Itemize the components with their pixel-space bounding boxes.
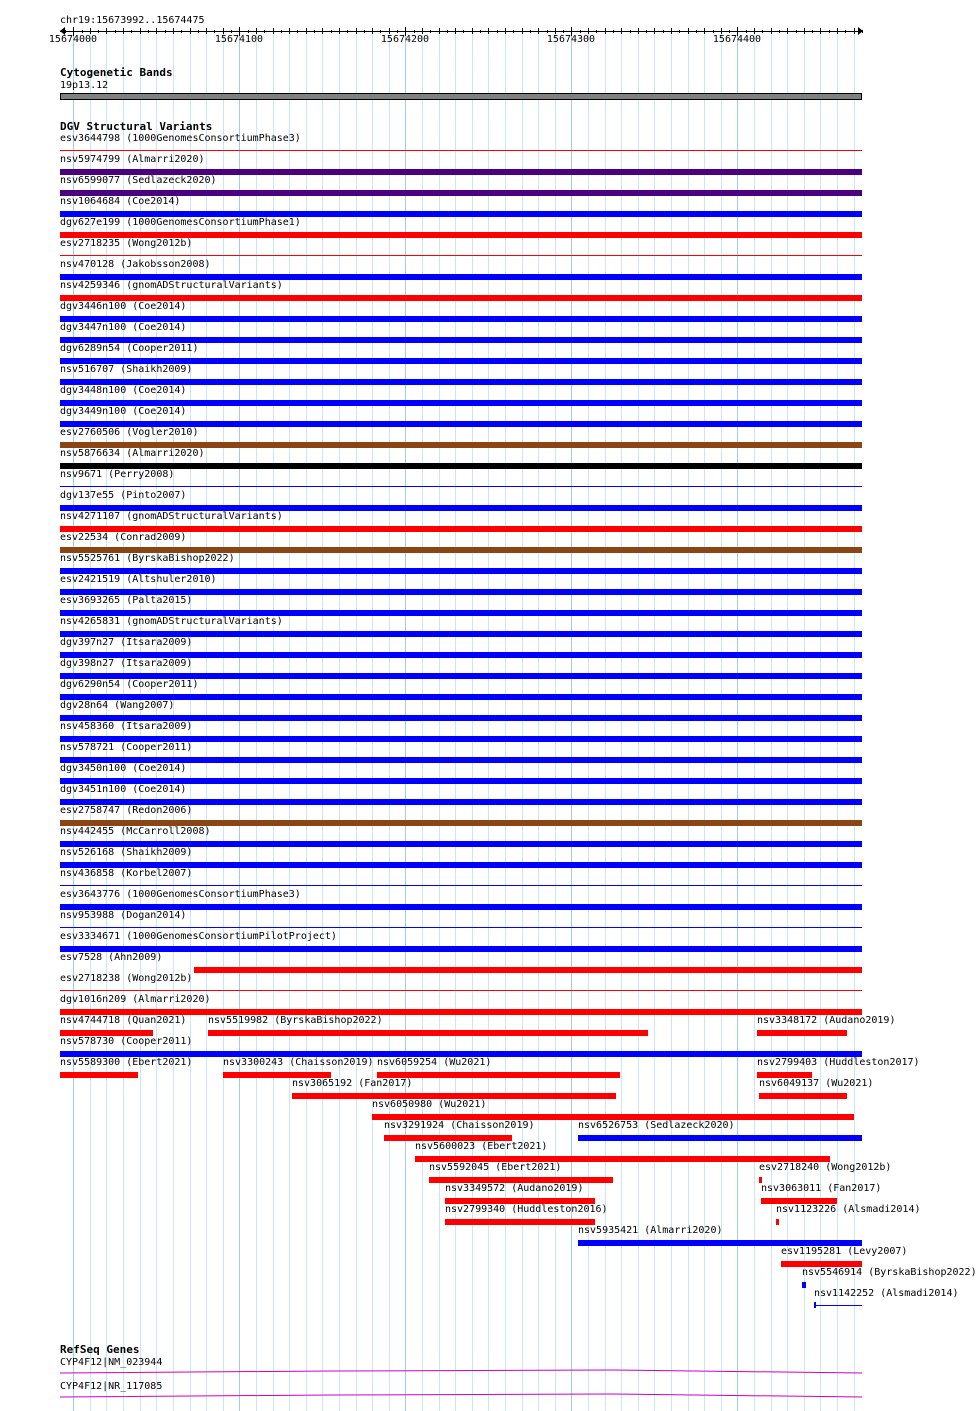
ruler-tick	[322, 28, 323, 34]
dgv-feature-label[interactable]: nsv5546914 (ByrskaBishop2022)	[802, 1267, 977, 1278]
cyto-band-label: 19p13.12	[60, 80, 109, 91]
ruler-tick	[630, 30, 631, 33]
dgv-feature-label[interactable]: nsv578721 (Cooper2011)	[60, 742, 193, 753]
ruler-tick	[372, 28, 373, 34]
ruler-tick	[339, 28, 340, 34]
ruler-tick	[430, 30, 431, 33]
ruler-tick	[679, 30, 680, 33]
ruler-tick	[746, 30, 747, 33]
dgv-feature-label[interactable]: nsv470128 (Jakobsson2008)	[60, 259, 211, 270]
dgv-feature-label[interactable]: esv2718238 (Wong2012b)	[60, 973, 193, 984]
dgv-feature-bar[interactable]	[60, 463, 862, 469]
ruler-tick	[729, 30, 730, 33]
ruler-tick	[596, 30, 597, 33]
ruler-tick	[845, 30, 846, 33]
dgv-feature-label[interactable]: nsv3348172 (Audano2019)	[757, 1015, 896, 1026]
dgv-feature-label[interactable]: nsv5876634 (Almarri2020)	[60, 448, 205, 459]
dgv-feature-bar[interactable]	[194, 967, 862, 973]
dgv-feature-label[interactable]: nsv6049137 (Wu2021)	[759, 1078, 874, 1089]
dgv-feature-label[interactable]: dgv6289n54 (Cooper2011)	[60, 343, 199, 354]
dgv-feature-label[interactable]: dgv3447n100 (Coe2014)	[60, 322, 187, 333]
dgv-feature-label[interactable]: nsv2799340 (Huddleston2016)	[445, 1204, 608, 1215]
dgv-feature-label[interactable]: esv2718240 (Wong2012b)	[759, 1162, 892, 1173]
dgv-feature-label[interactable]: dgv3446n100 (Coe2014)	[60, 301, 187, 312]
dgv-feature-label[interactable]: nsv526168 (Shaikh2009)	[60, 847, 193, 858]
refseq-gene-intron-line[interactable]	[0, 1369, 890, 1377]
dgv-feature-label[interactable]: dgv1016n209 (Almarri2020)	[60, 994, 211, 1005]
dgv-feature-label[interactable]: dgv3451n100 (Coe2014)	[60, 784, 187, 795]
ruler-tick	[347, 30, 348, 33]
dgv-feature-label[interactable]: nsv5525761 (ByrskaBishop2022)	[60, 553, 235, 564]
dgv-feature-label[interactable]: esv3643776 (1000GenomesConsortiumPhase3)	[60, 889, 301, 900]
ruler-tick	[646, 30, 647, 33]
ruler-tick	[273, 28, 274, 34]
ruler-tick	[364, 30, 365, 33]
refseq-gene-intron-line[interactable]	[0, 1393, 890, 1401]
ruler-tick	[488, 28, 489, 34]
ruler-tick	[530, 30, 531, 33]
ruler-tick	[140, 28, 141, 34]
dgv-feature-label[interactable]: dgv398n27 (Itsara2009)	[60, 658, 193, 669]
dgv-feature-label[interactable]: dgv397n27 (Itsara2009)	[60, 637, 193, 648]
dgv-feature-label[interactable]: dgv28n64 (Wang2007)	[60, 700, 175, 711]
dgv-feature-label[interactable]: nsv442455 (McCarroll2008)	[60, 826, 211, 837]
ruler-tick	[115, 30, 116, 33]
ruler-tick	[380, 30, 381, 33]
ruler-arrow-right	[858, 27, 863, 35]
dgv-feature-bar[interactable]	[60, 150, 862, 151]
ruler-tick	[306, 28, 307, 34]
ruler-tick	[131, 30, 132, 33]
ruler-tick	[779, 30, 780, 33]
ruler-tick	[264, 30, 265, 33]
dgv-feature-label[interactable]: nsv3349572 (Audano2019)	[445, 1183, 584, 1194]
dgv-feature-bar[interactable]	[757, 1030, 847, 1036]
ruler-tick	[231, 30, 232, 33]
ruler-tick	[297, 30, 298, 33]
dgv-feature-label[interactable]: nsv953988 (Dogan2014)	[60, 910, 187, 921]
dgv-feature-label[interactable]: nsv4744718 (Quan2021)	[60, 1015, 187, 1026]
dgv-feature-bar[interactable]	[60, 694, 862, 700]
ruler-tick	[156, 28, 157, 34]
ruler-tick	[787, 28, 788, 34]
ruler-tick	[463, 30, 464, 33]
dgv-feature-label[interactable]: nsv5974799 (Almarri2020)	[60, 154, 205, 165]
ruler-tick	[538, 28, 539, 34]
dgv-feature-label[interactable]: dgv6290n54 (Cooper2011)	[60, 679, 199, 690]
ruler-tick	[98, 30, 99, 33]
ruler-tick	[455, 28, 456, 34]
dgv-feature-label[interactable]: nsv5519982 (ByrskaBishop2022)	[208, 1015, 383, 1026]
ruler-tick	[65, 30, 66, 33]
ruler-tick	[447, 30, 448, 33]
ruler-tick	[505, 28, 506, 34]
ruler-tick-label: 15674100	[214, 34, 264, 45]
dgv-feature-label[interactable]: nsv4271107 (gnomADStructuralVariants)	[60, 511, 283, 522]
dgv-feature-label[interactable]: dgv3448n100 (Coe2014)	[60, 385, 187, 396]
ruler-tick	[704, 28, 705, 34]
dgv-feature-label[interactable]: esv7528 (Ahn2009)	[60, 952, 163, 963]
track-title-dgv[interactable]: DGV Structural Variants	[60, 120, 213, 133]
dgv-feature-label[interactable]: esv1195281 (Levy2007)	[781, 1246, 908, 1257]
ruler-arrow-left	[60, 27, 65, 35]
dgv-feature-bar[interactable]	[60, 885, 862, 886]
dgv-feature-bar[interactable]	[208, 1030, 648, 1036]
ruler-tick	[522, 28, 523, 34]
dgv-feature-label[interactable]: esv3644798 (1000GenomesConsortiumPhase3)	[60, 133, 301, 144]
dgv-feature-label[interactable]: nsv1123226 (Alsmadi2014)	[776, 1204, 921, 1215]
dgv-feature-label[interactable]: esv2760506 (Vogler2010)	[60, 427, 199, 438]
ruler-tick	[356, 28, 357, 34]
ruler-tick	[563, 30, 564, 33]
ruler-tick	[289, 28, 290, 34]
ruler-tick	[439, 28, 440, 34]
dgv-feature-label[interactable]: dgv137e55 (Pinto2007)	[60, 490, 187, 501]
dgv-feature-bar[interactable]	[60, 927, 862, 928]
dgv-feature-label[interactable]: nsv3065192 (Fan2017)	[292, 1078, 413, 1089]
ruler-tick	[281, 30, 282, 33]
ruler-tick	[654, 28, 655, 34]
ruler-tick	[796, 30, 797, 33]
dgv-feature-label[interactable]: nsv5589300 (Ebert2021)	[60, 1057, 193, 1068]
dgv-feature-bar[interactable]	[60, 1072, 138, 1078]
ruler-tick	[837, 28, 838, 34]
ruler-tick	[820, 28, 821, 34]
ruler-tick	[696, 30, 697, 33]
dgv-feature-label[interactable]: nsv458360 (Itsara2009)	[60, 721, 193, 732]
dgv-feature-label[interactable]: nsv6059254 (Wu2021)	[377, 1057, 492, 1068]
dgv-feature-label[interactable]: dgv3449n100 (Coe2014)	[60, 406, 187, 417]
ruler-tick	[314, 30, 315, 33]
ruler-tick	[214, 30, 215, 33]
ruler-position-label: chr19:15673992..15674475	[60, 15, 205, 26]
ruler-tick	[148, 30, 149, 33]
dgv-feature-label[interactable]: nsv9671 (Perry2008)	[60, 469, 175, 480]
ruler-tick	[106, 28, 107, 34]
ruler-tick-label: 15674400	[712, 34, 762, 45]
dgv-feature-label[interactable]: nsv5935421 (Almarri2020)	[578, 1225, 723, 1236]
dgv-feature-bar[interactable]	[802, 1282, 806, 1288]
ruler-tick	[190, 28, 191, 34]
dgv-feature-bar[interactable]	[60, 486, 862, 487]
dgv-feature-label[interactable]: esv2758747 (Redon2006)	[60, 805, 193, 816]
ruler-tick	[547, 30, 548, 33]
ruler-tick	[812, 30, 813, 33]
dgv-feature-label[interactable]: nsv4259346 (gnomADStructuralVariants)	[60, 280, 283, 291]
dgv-feature-label[interactable]: nsv3300243 (Chaisson2019)	[223, 1057, 374, 1068]
ruler-tick	[613, 30, 614, 33]
track-title-refseq-genes[interactable]: RefSeq Genes	[60, 1343, 140, 1356]
dgv-feature-bar[interactable]	[814, 1305, 862, 1306]
ruler-tick	[854, 28, 855, 34]
ruler-tick	[621, 28, 622, 34]
dgv-feature-bar[interactable]	[60, 255, 862, 256]
ruler-tick	[331, 30, 332, 33]
ruler-tick	[248, 30, 249, 33]
ruler-tick	[173, 28, 174, 34]
dgv-feature-end-tick	[814, 1302, 816, 1308]
ruler-tick	[414, 30, 415, 33]
ruler-tick	[771, 28, 772, 34]
ruler-tick	[580, 30, 581, 33]
dgv-feature-label[interactable]: nsv578730 (Cooper2011)	[60, 1036, 193, 1047]
dgv-feature-label[interactable]: nsv2799403 (Huddleston2017)	[757, 1057, 920, 1068]
dgv-feature-label[interactable]: esv2421519 (Altshuler2010)	[60, 574, 217, 585]
dgv-feature-label[interactable]: nsv1064684 (Coe2014)	[60, 196, 181, 207]
dgv-feature-label[interactable]: nsv5600023 (Ebert2021)	[415, 1141, 548, 1152]
ruler-tick	[198, 30, 199, 33]
dgv-feature-label[interactable]: nsv5592045 (Ebert2021)	[429, 1162, 562, 1173]
ruler-tick	[605, 28, 606, 34]
ruler-tick	[762, 30, 763, 33]
ruler-tick	[181, 30, 182, 33]
ruler-tick	[480, 30, 481, 33]
dgv-feature-label[interactable]: nsv6050980 (Wu2021)	[372, 1099, 487, 1110]
ruler-tick	[123, 28, 124, 34]
ruler-tick	[513, 30, 514, 33]
ruler-tick	[663, 30, 664, 33]
dgv-feature-label[interactable]: dgv3450n100 (Coe2014)	[60, 763, 187, 774]
dgv-feature-label[interactable]: nsv436858 (Korbel2007)	[60, 868, 193, 879]
dgv-feature-bar[interactable]	[445, 1219, 595, 1225]
dgv-feature-label[interactable]: nsv3291924 (Chaisson2019)	[384, 1120, 535, 1131]
dgv-feature-bar[interactable]	[377, 1072, 620, 1078]
dgv-feature-label[interactable]: nsv6599077 (Sedlazeck2020)	[60, 175, 217, 186]
dgv-feature-label[interactable]: nsv1142252 (Alsmadi2014)	[814, 1288, 959, 1299]
ruler-tick-label: 15674300	[546, 34, 596, 45]
dgv-feature-label[interactable]: nsv516707 (Shaikh2009)	[60, 364, 193, 375]
ruler-tick	[804, 28, 805, 34]
ruler-tick	[829, 30, 830, 33]
ruler-tick	[497, 30, 498, 33]
ruler-tick	[206, 28, 207, 34]
ruler-tick	[713, 30, 714, 33]
refseq-gene-label[interactable]: CYP4F12|NM_023944	[60, 1357, 163, 1368]
dgv-feature-bar[interactable]	[60, 946, 862, 952]
cyto-band-bar[interactable]	[60, 93, 862, 100]
ruler-tick-label: 15674000	[48, 34, 98, 45]
ruler-tick	[688, 28, 689, 34]
dgv-feature-label[interactable]: esv2718235 (Wong2012b)	[60, 238, 193, 249]
ruler-tick	[472, 28, 473, 34]
refseq-gene-label[interactable]: CYP4F12|NR_117085	[60, 1381, 163, 1392]
track-title-cytogenetic-bands[interactable]: Cytogenetic Bands	[60, 66, 173, 79]
dgv-feature-label[interactable]: esv22534 (Conrad2009)	[60, 532, 187, 543]
dgv-feature-label[interactable]: nsv6526753 (Sedlazeck2020)	[578, 1120, 735, 1131]
dgv-feature-bar[interactable]	[60, 990, 862, 991]
dgv-feature-bar[interactable]	[776, 1219, 779, 1225]
ruler-tick	[397, 30, 398, 33]
dgv-feature-bar[interactable]	[578, 1135, 862, 1141]
dgv-feature-label[interactable]: esv3693265 (Palta2015)	[60, 595, 193, 606]
dgv-feature-label[interactable]: dgv627e199 (1000GenomesConsortiumPhase1)	[60, 217, 301, 228]
ruler-tick	[82, 30, 83, 33]
dgv-feature-label[interactable]: esv3334671 (1000GenomesConsortiumPilotProject)	[60, 931, 337, 942]
dgv-feature-label[interactable]: nsv4265831 (gnomADStructuralVariants)	[60, 616, 283, 627]
ruler-tick-label: 15674200	[380, 34, 430, 45]
ruler-tick	[638, 28, 639, 34]
dgv-feature-bar[interactable]	[759, 1093, 847, 1099]
dgv-feature-label[interactable]: nsv3063011 (Fan2017)	[761, 1183, 882, 1194]
ruler-tick	[671, 28, 672, 34]
ruler-tick	[165, 30, 166, 33]
